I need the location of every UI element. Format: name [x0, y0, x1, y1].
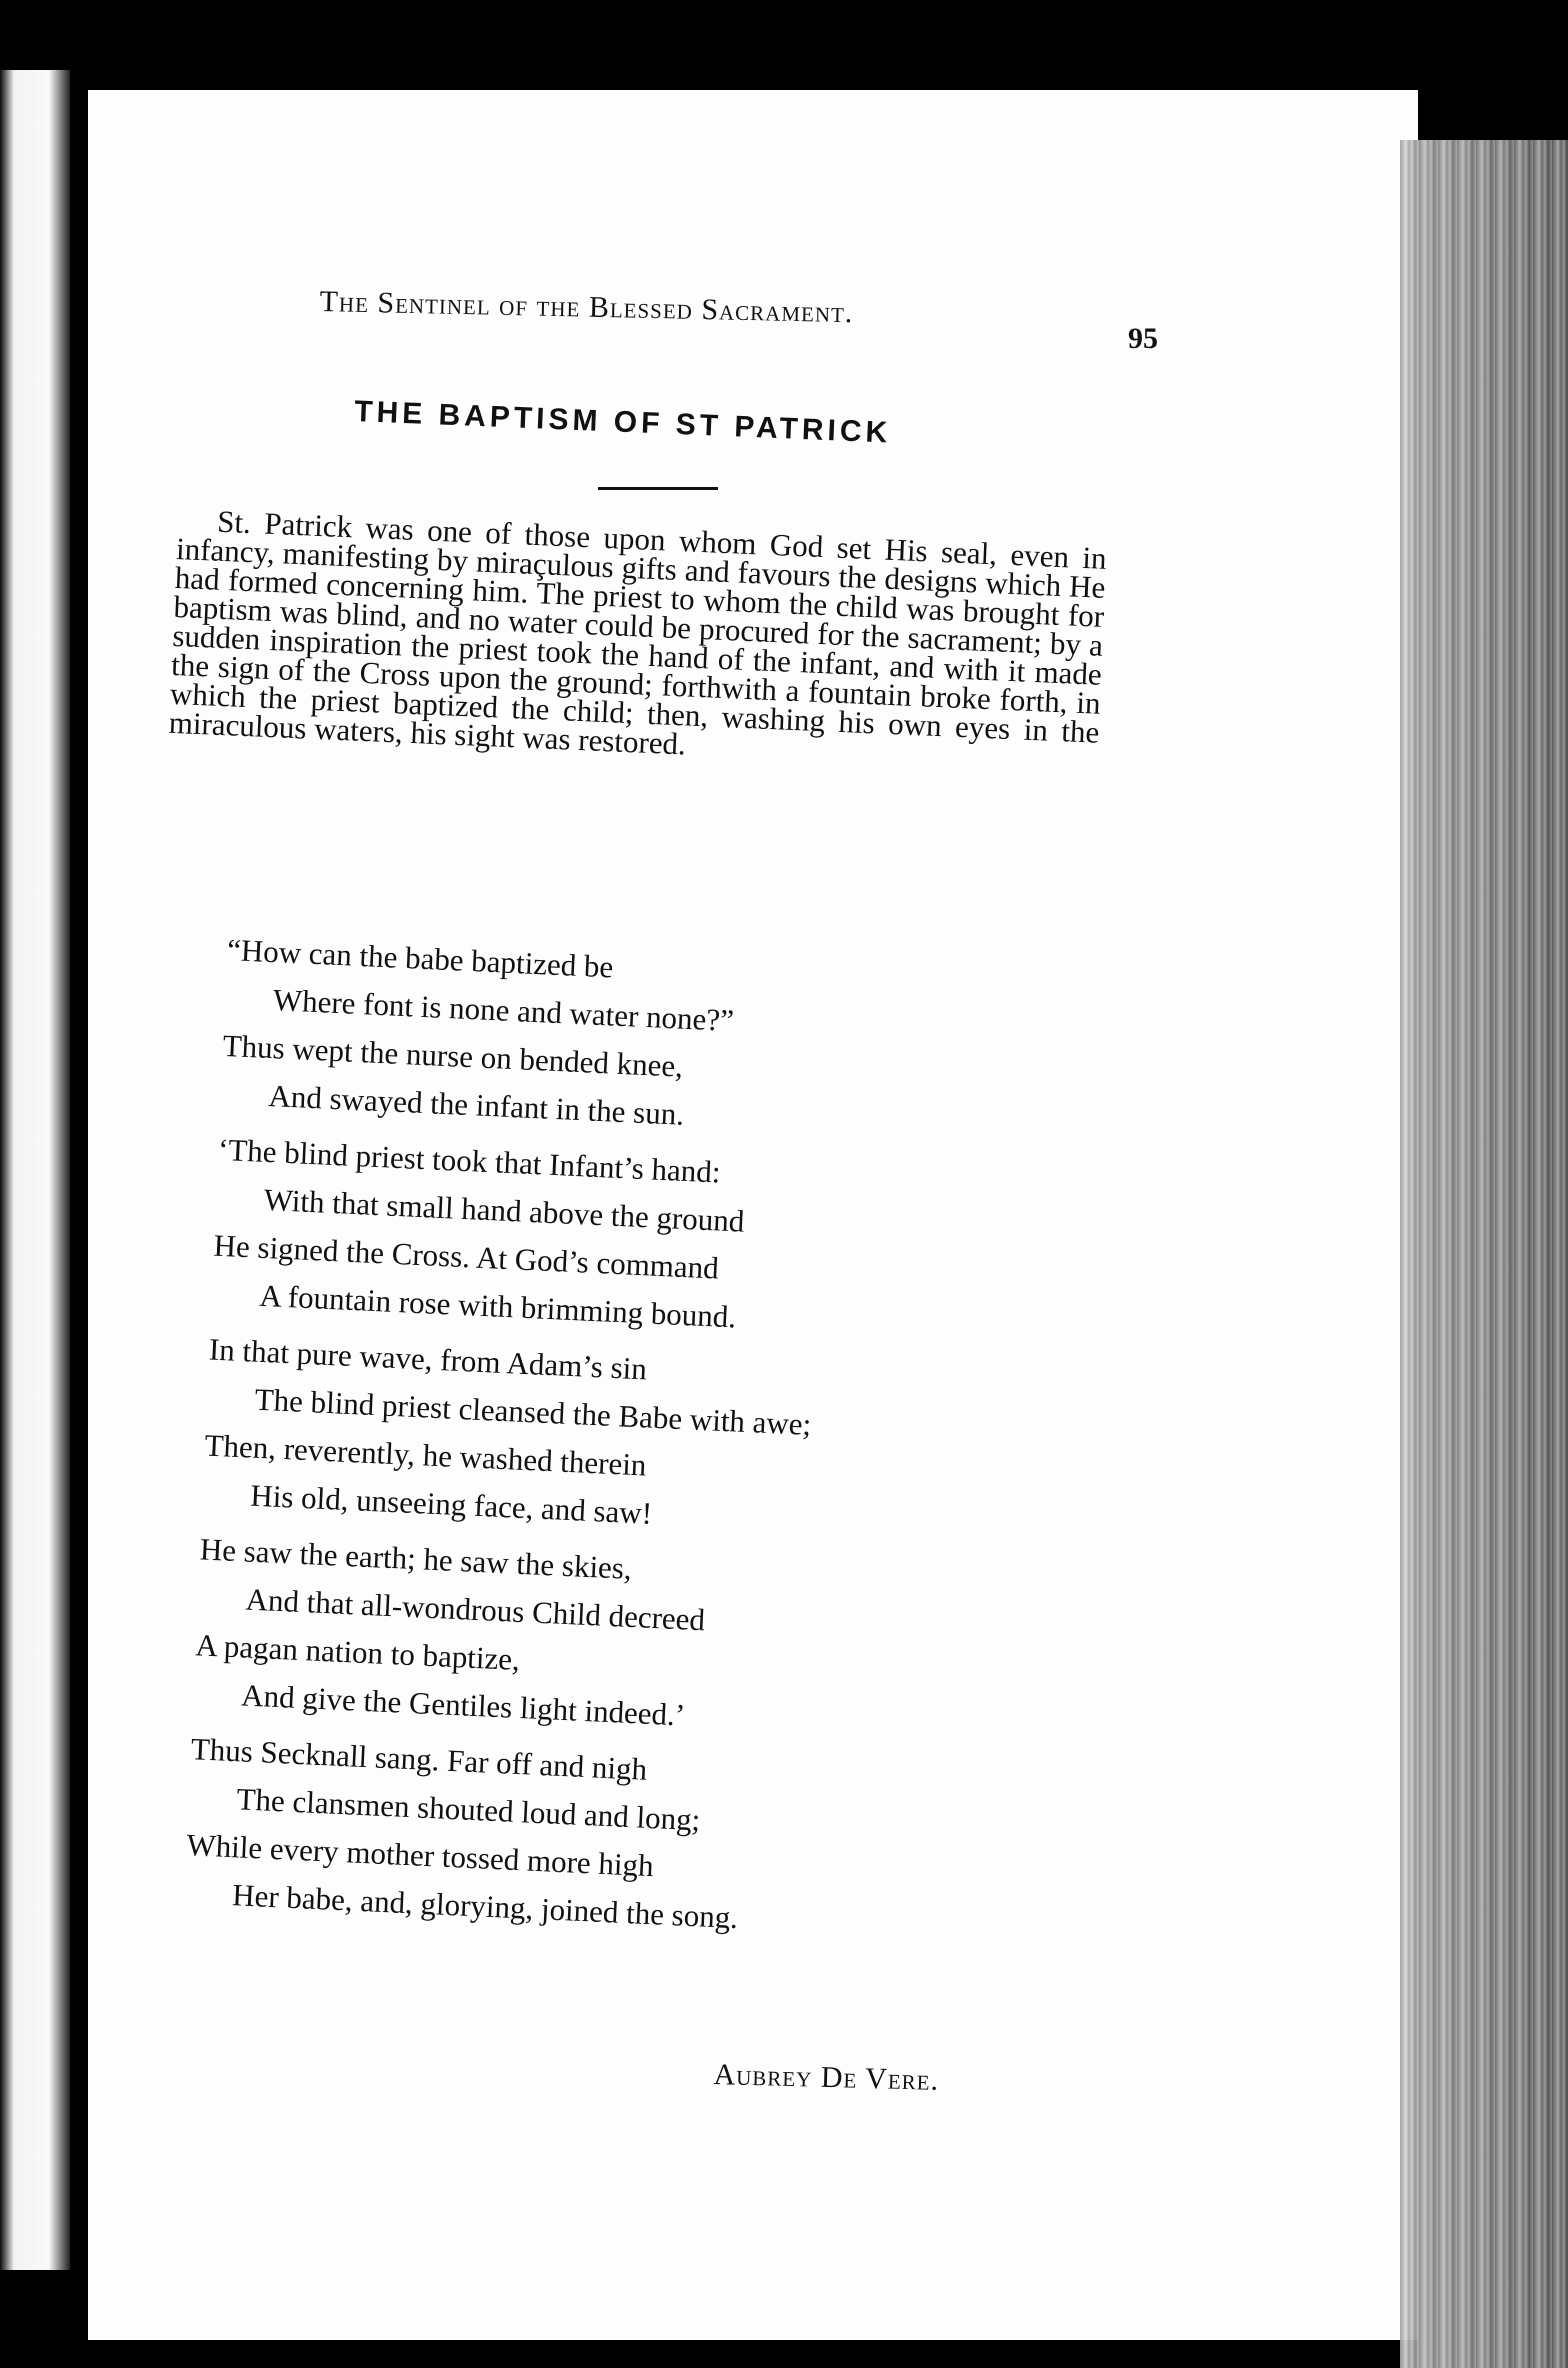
- poem-line: His old, unseeing face, and saw!: [249, 1477, 653, 1531]
- stanza-3: [201, 1332, 1049, 1562]
- stanza-4: [192, 1531, 1040, 1761]
- poem-line: Then, reverently, he washed therein: [203, 1427, 648, 1483]
- poem-line: And that all-wondrous Child decreed: [244, 1581, 706, 1638]
- poem-line: He signed the Cross. At God’s command: [212, 1227, 720, 1286]
- intro-paragraph: St. Patrick was one of those upon whom God set His seal, even in infancy, manifesting by miraçulous gifts and favours the designs which He had formed concerning him. The priest to whom the child was brought for baptism was blind, and no water could be procured for the sacrament; by a sudden inspiration the priest took the hand of the infant, and with it made the sign of the Cross upon the ground; forthwith a fountain broke forth, in which the priest baptized the child; then, washing his own eyes in the miraculous waters, his sight was restored.: [168, 503, 1108, 762]
- article-title: THE BAPTISM OF ST PATRICK: [353, 395, 892, 450]
- title-rule: [598, 487, 718, 490]
- poem-line: The clansmen shouted loud and long;: [235, 1781, 702, 1838]
- poem-line: ‘The blind priest took that Infant’s hand:: [217, 1131, 722, 1190]
- stanza-5: [183, 1731, 1031, 1961]
- poem-line: “How can the babe baptized be: [226, 932, 615, 985]
- poem-line: A pagan nation to baptize,: [194, 1627, 521, 1677]
- stanza-1: [219, 932, 1067, 1162]
- poem-line: In that pure wave, from Adam’s sin: [208, 1331, 648, 1387]
- poem-line: Where font is none and water none?”: [272, 982, 735, 1039]
- running-title: The Sentinel of the Blessed Sacrament.: [319, 285, 854, 330]
- poem-line: And swayed the infant in the sun.: [267, 1078, 685, 1132]
- page-number: 95: [1128, 322, 1158, 355]
- poem-line: A fountain rose with brimming bound.: [258, 1277, 737, 1335]
- poem-line: Thus Secknall sang. Far off and nigh: [190, 1731, 648, 1787]
- author-signature: Aubrey De Vere.: [713, 2058, 940, 2097]
- poem-line: He saw the earth; he saw the skies,: [199, 1531, 633, 1586]
- poem-line: The blind priest cleansed the Babe with awe;: [254, 1381, 813, 1442]
- poem-line: And give the Gentiles light indeed.’: [240, 1677, 686, 1733]
- poem-line: While every mother tossed more high: [185, 1827, 655, 1884]
- poem-line: Thus wept the nurse on bended knee,: [222, 1027, 684, 1084]
- poem-line: Her babe, and, glorying, joined the song.: [231, 1877, 739, 1936]
- poem-line: With that small hand above the ground: [263, 1181, 746, 1239]
- poem: [183, 932, 1067, 1969]
- stanza-2: [210, 1132, 1058, 1362]
